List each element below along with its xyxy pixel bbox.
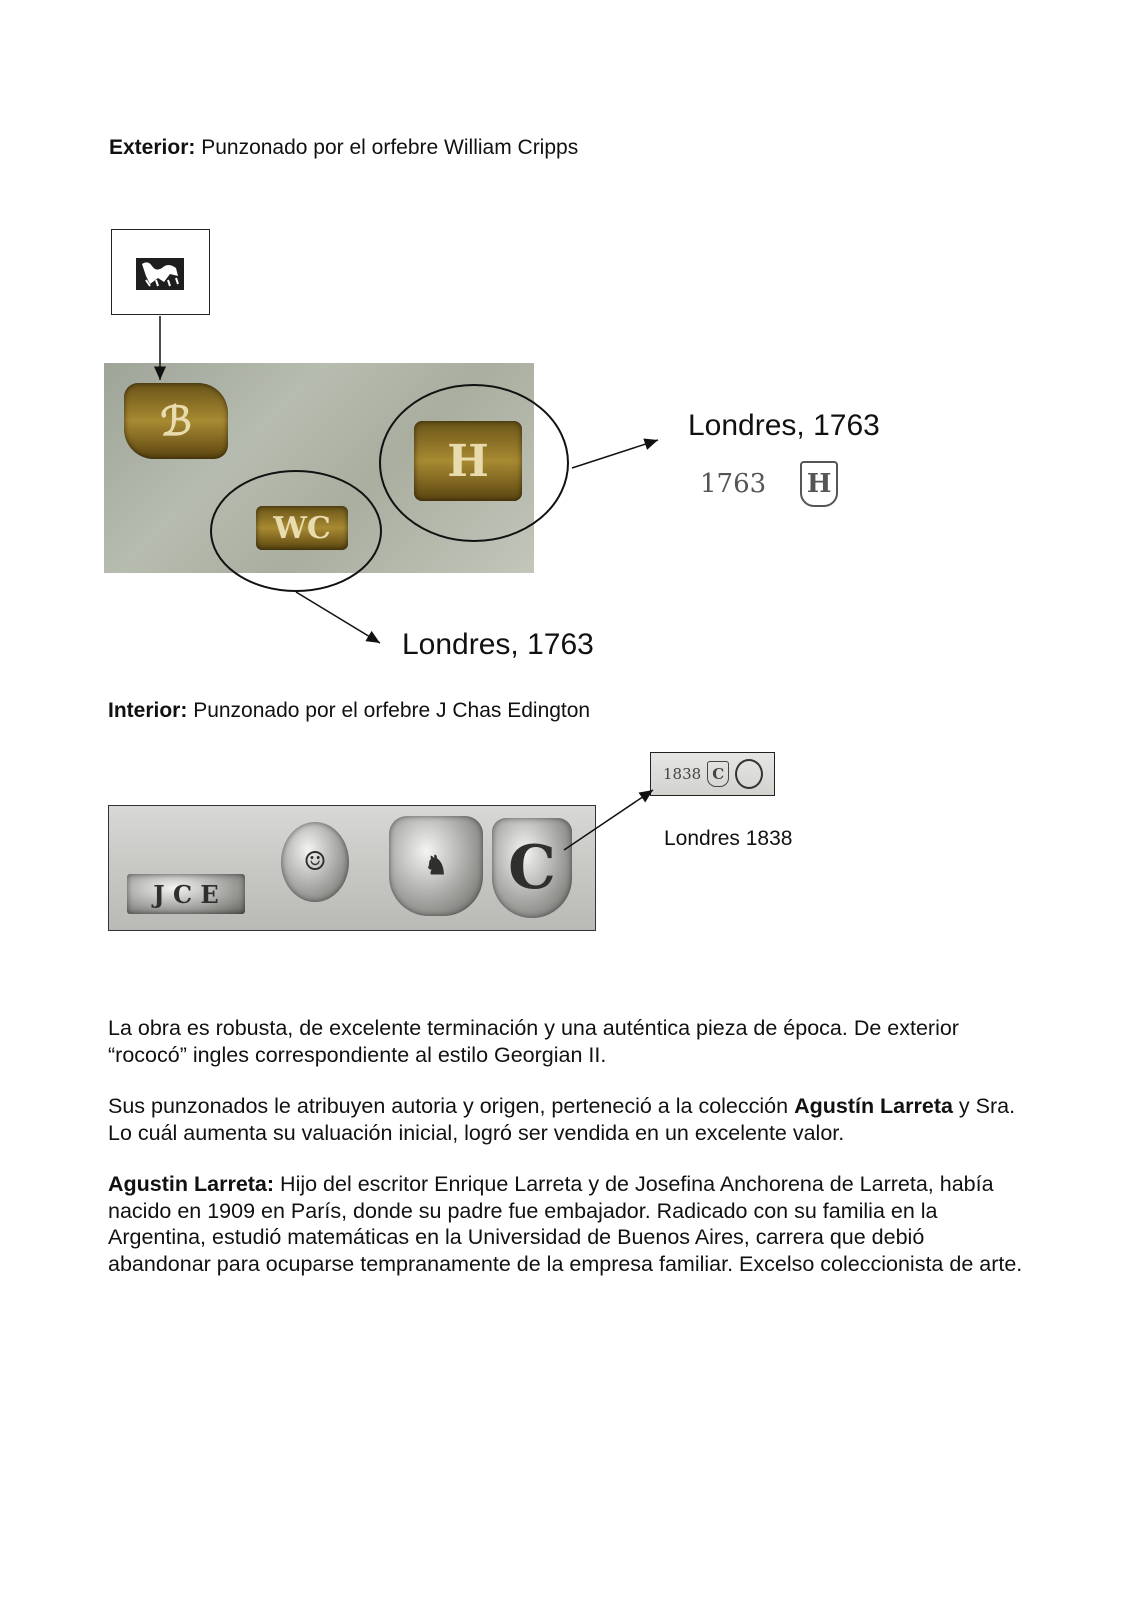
date-letter-text: H	[447, 435, 489, 487]
paragraph-biography	[108, 1171, 1028, 1277]
provenance-collector: Agustín Larreta	[794, 1094, 953, 1118]
caption-right: Londres, 1763	[688, 409, 880, 442]
arrow-right	[572, 440, 658, 468]
biography-text: Hijo del escritor Enrique Larreta y de Josefina Anchorena de Larreta, había nacido en 1909 en París, donde su padre fue embajador. Radicado con su familia en la Argentina, estudió matemáticas en la Universidad de Buenos Aires, carrera que debió abandonar para ocuparse tempranamente de la empresa familiar. Excelso coleccionista de arte.	[108, 1172, 1023, 1276]
interior-label: Interior:	[108, 699, 188, 722]
lion-mark: ℬ	[124, 383, 228, 459]
arrow-1838	[564, 790, 653, 850]
exterior-label: Exterior:	[109, 136, 196, 159]
inset-1838-year: 1838	[663, 765, 702, 783]
arrow-bottom	[296, 592, 380, 643]
sovereign-head-mark: ☺	[281, 822, 349, 902]
reference-year: 1763	[700, 469, 767, 499]
biography-name: Agustin Larreta:	[108, 1172, 275, 1196]
provenance-text-b: y Sra. Lo cuál aumenta su valuación inicial, logró ser vendida en un excelente valor.	[108, 1094, 1016, 1145]
date-letter-c-text: C	[508, 833, 556, 903]
reference-letter: H	[806, 469, 832, 499]
provenance-text-a: Sus punzonados le atribuyen autoria y origen, perteneció a la colección	[108, 1094, 795, 1118]
circle-date-letter	[380, 385, 568, 541]
inset-1838-letter: C	[712, 765, 725, 783]
exterior-text: Punzonado por el orfebre William Cripps	[201, 136, 579, 159]
maker-mark-text: WC	[273, 510, 331, 546]
maker-mark-jce-text: J C E	[153, 879, 219, 909]
lion-passant-mark: ♞	[389, 816, 483, 916]
paragraph-description: La obra es robusta, de excelente terminación y una auténtica pieza de época. De exterior “rococó” ingles correspondiente al estilo Georgian II.	[108, 1016, 959, 1067]
caption-1838: Londres 1838	[664, 827, 793, 850]
paragraph-provenance	[108, 1093, 1028, 1146]
circle-maker-mark	[211, 471, 381, 591]
interior-text: Punzonado por el orfebre J Chas Edington	[193, 699, 591, 722]
caption-bottom: Londres, 1763	[402, 628, 594, 661]
